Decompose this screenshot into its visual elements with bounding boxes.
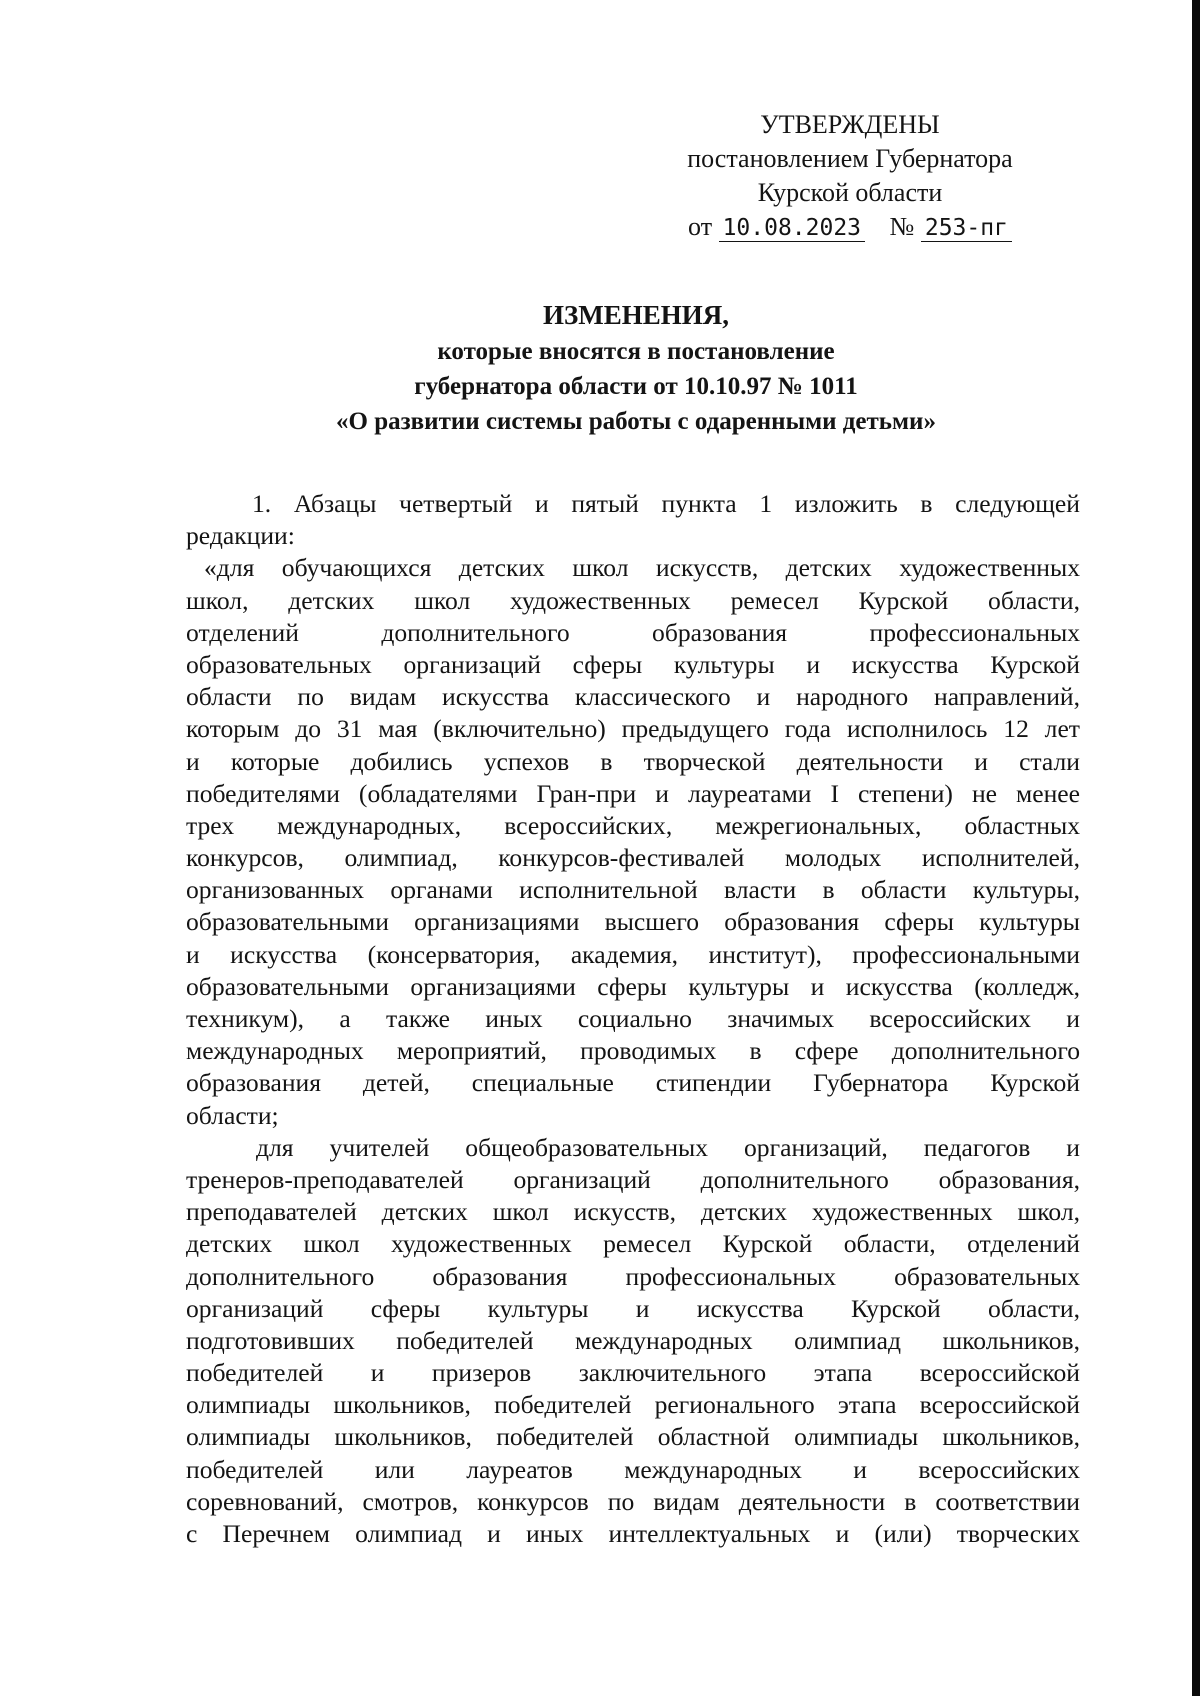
body-line: детских школ художественных ремесел Курской области, отделений — [186, 1229, 1080, 1259]
body-line: организованных органами исполнительной власти в области культуры, — [186, 875, 1080, 905]
approval-stamp — [640, 108, 1060, 245]
body-line: победителей и призеров заключительного этапа всероссийской — [186, 1358, 1080, 1388]
body-line: образовательными организациями сферы культуры и искусства (колледж, — [186, 971, 1080, 1001]
body-line: дополнительного образования профессиональных образовательных — [186, 1261, 1080, 1291]
body-line: соревнований, смотров, конкурсов по видам деятельности в соответствии — [186, 1486, 1080, 1516]
body-line: победителей или лауреатов международных и всероссийских — [186, 1454, 1080, 1484]
body-line: олимпиады школьников, победителей областной олимпиады школьников, — [186, 1422, 1080, 1452]
scan-edge — [1192, 0, 1200, 1696]
body-line: трех международных, всероссийских, межрегиональных, областных — [186, 810, 1080, 840]
body-line: образования детей, специальные стипендии Губернатора Курской — [186, 1068, 1080, 1098]
document-title — [186, 296, 1086, 439]
title-line-4: «О развитии системы работы с одаренными детьми» — [336, 408, 936, 435]
date-prefix: от — [688, 212, 713, 241]
body-line: организаций сферы культуры и искусства Курской области, — [186, 1293, 1080, 1323]
body-line: и которые добились успехов в творческой деятельности и стали — [186, 746, 1080, 776]
body-line: области по видам искусства классического и народного направлений, — [186, 682, 1080, 712]
approved-region: Курской области — [757, 178, 943, 207]
body-line: техникум), а также иных социально значимых всероссийских и — [186, 1004, 1080, 1033]
body-line: преподавателей детских школ искусств, детских художественных школ, — [186, 1197, 1080, 1227]
title-main: ИЗМЕНЕНИЯ, — [542, 300, 729, 330]
body-line: и искусства (консерватория, академия, институт), профессиональными — [186, 939, 1080, 969]
approval-number: 253-пг — [921, 215, 1012, 242]
body-line: образовательными организациями высшего образования сферы культуры — [186, 907, 1080, 937]
number-sign: № — [889, 212, 915, 241]
body-line: международных мероприятий, проводимых в сфере дополнительного — [186, 1036, 1080, 1066]
body-line: тренеров-преподавателей организаций дополнительного образования, — [186, 1164, 1080, 1194]
body-line: которым до 31 мая (включительно) предыдущего года исполнилось 12 лет — [186, 714, 1080, 744]
body-line: победителями (обладателями Гран-при и лауреатами I степени) не менее — [186, 778, 1080, 808]
body-line: образовательных организаций сферы культуры и искусства Курской — [186, 649, 1080, 679]
title-line-2: которые вносятся в постановление — [437, 338, 835, 365]
body-line: отделений дополнительного образования профессиональных — [186, 617, 1080, 647]
body-line: школ, детских школ художественных ремесел Курской области, — [186, 585, 1080, 615]
body-line: с Перечнем олимпиад и иных интеллектуальных и (или) творческих — [186, 1519, 1080, 1548]
body-line: подготовивших победителей международных олимпиад школьников, — [186, 1325, 1080, 1355]
approved-label: УТВЕРЖДЕНЫ — [760, 110, 940, 139]
approved-by-line: постановлением Губернатора — [687, 144, 1013, 173]
body-line: олимпиады школьников, победителей регионального этапа всероссийской — [186, 1390, 1080, 1420]
body-line: «для обучающихся детских школ искусств, детских художественных — [204, 553, 1080, 583]
title-line-3: губернатора области от 10.10.97 № 1011 — [414, 373, 858, 400]
body-line: конкурсов, олимпиад, конкурсов-фестивалей молодых исполнителей, — [186, 843, 1080, 873]
body-line: редакции: — [186, 521, 295, 551]
approval-date-row — [640, 210, 1060, 245]
body-line: 1. Абзацы четвертый и пятый пункта 1 изложить в следующей — [252, 489, 1080, 518]
body-line: области; — [186, 1100, 279, 1130]
approval-date: 10.08.2023 — [719, 215, 865, 242]
document-body — [186, 488, 1080, 1550]
body-line: для учителей общеобразовательных организаций, педагогов и — [256, 1132, 1080, 1162]
